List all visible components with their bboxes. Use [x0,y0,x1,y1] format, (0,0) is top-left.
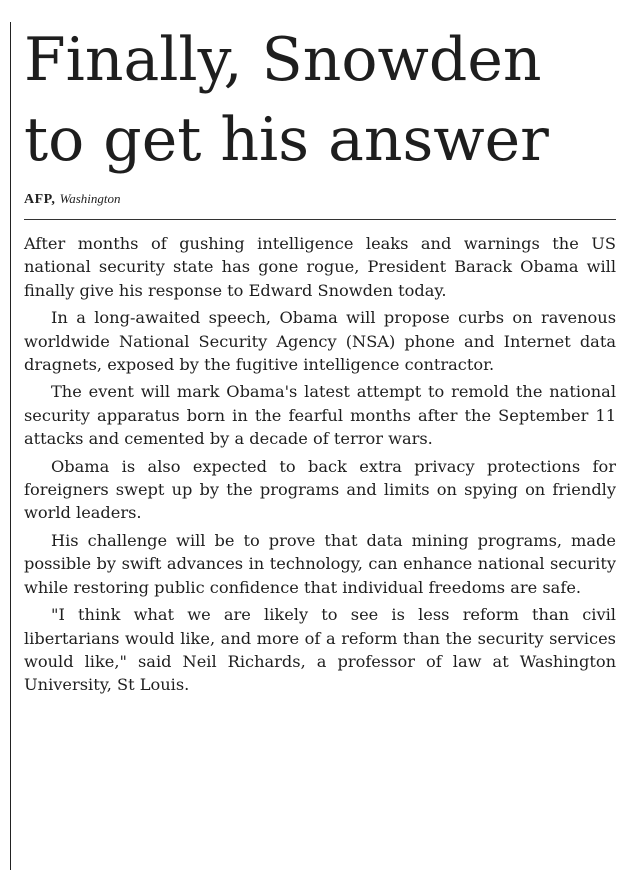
byline-place: Washington [59,191,121,206]
headline [24,20,616,180]
paragraph-4: Obama is also expected to back extra privacy protections for foreigners swept up by the programs and limits on spying on friendly world leaders. [24,456,616,523]
paragraph-6: "I think what we are likely to see is less reform than civil libertarians would like, and more of a reform than the security services would like," said Neil Richards, a professor of law at Washington University, St Louis. [24,605,616,695]
byline-divider [24,219,616,220]
article-body [24,232,616,697]
byline-agency: AFP, [24,192,56,207]
column-rule [10,22,11,870]
paragraph-3: The event will mark Obama's latest attempt to remold the national security apparatus born in the fearful months after the September 11 attacks and cemented by a decade of terror wars. [24,382,616,449]
headline-line-2: to get his answer [24,105,549,175]
paragraph-5: His challenge will be to prove that data mining programs, made possible by swift advances in technology, can enhance national security while restoring public confidence that individual freedoms are safe. [24,530,616,597]
paragraph-1: After months of gushing intelligence leaks and warnings the US national security state has gone rogue, President Barack Obama will finally give his response to Edward Snowden today. [24,234,616,300]
byline [24,190,616,209]
headline-line-1: Finally, Snowden [24,25,542,95]
paragraph-2: In a long-awaited speech, Obama will propose curbs on ravenous worldwide National Security Agency (NSA) phone and Internet data dragnets, exposed by the fugitive intelligence contractor. [24,308,616,375]
news-article [24,20,616,701]
